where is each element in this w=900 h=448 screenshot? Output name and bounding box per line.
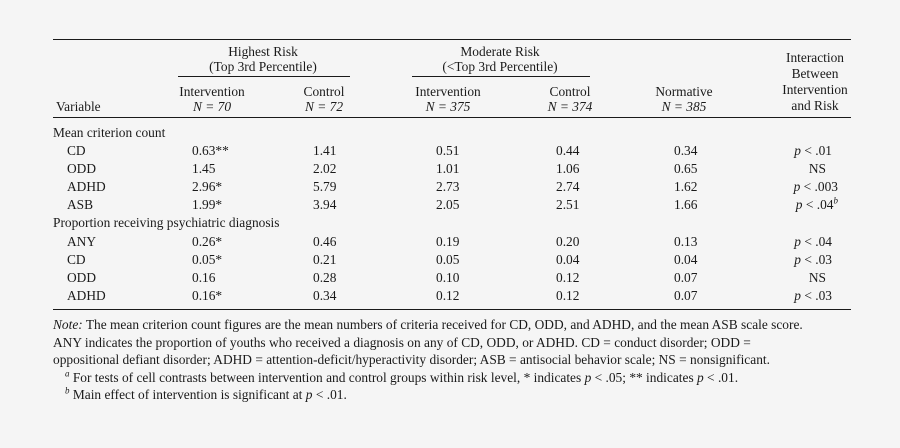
moderate-risk-rule bbox=[412, 76, 590, 77]
norm-value: 1.66 bbox=[674, 197, 698, 212]
hr-ctl-value: 2.02 bbox=[313, 161, 337, 176]
top-rule bbox=[53, 39, 851, 40]
bottom-rule bbox=[53, 309, 851, 310]
p-value: p < .03 bbox=[794, 252, 832, 267]
mr-ctl-value: 1.06 bbox=[556, 161, 580, 176]
mr-int-value: 2.05 bbox=[436, 197, 460, 212]
row-label: CD bbox=[67, 143, 86, 158]
mr-int-value: 0.19 bbox=[436, 234, 460, 249]
hr-int-value: 1.99* bbox=[192, 197, 223, 212]
row-label: CD bbox=[67, 252, 86, 267]
footnote-a: $^a$ For tests of cell contrasts between intervention and control groups within risk level, * indicates p < .05; ** indicates p < .01. bbox=[65, 368, 739, 385]
p-value: NS bbox=[808, 161, 826, 176]
hr-control-n: N = 72 bbox=[304, 99, 344, 114]
row-label: ADHD bbox=[67, 179, 106, 194]
moderate-risk-subtitle: (<Top 3rd Percentile) bbox=[442, 59, 558, 74]
hr-int-value: 0.26* bbox=[192, 234, 223, 249]
mr-control-n: N = 374 bbox=[547, 99, 593, 114]
highest-risk-rule bbox=[178, 76, 350, 77]
hr-ctl-value: 0.46 bbox=[313, 234, 337, 249]
normative-n: N = 385 bbox=[661, 99, 707, 114]
row-label: ASB bbox=[67, 197, 94, 212]
hr-ctl-value: 5.79 bbox=[313, 179, 337, 194]
row-label: ANY bbox=[67, 234, 97, 249]
mr-ctl-value: 0.20 bbox=[556, 234, 580, 249]
mr-ctl-value: 0.12 bbox=[556, 288, 580, 303]
hr-int-value: 1.45 bbox=[192, 161, 216, 176]
mr-ctl-value: 0.04 bbox=[556, 252, 580, 267]
highest-risk-subtitle: (Top 3rd Percentile) bbox=[209, 59, 317, 74]
mr-int-value: 0.10 bbox=[436, 270, 460, 285]
hr-intervention-header: Intervention bbox=[179, 84, 245, 99]
note-line-2: ANY indicates the proportion of youths who received a diagnosis on any of CD, ODD, or ADHD. CD = conduct disorder; ODD = bbox=[53, 334, 751, 350]
mr-int-value: 0.51 bbox=[436, 143, 460, 158]
mr-ctl-value: 2.74 bbox=[556, 179, 580, 194]
p-value: NS bbox=[808, 270, 826, 285]
hr-int-value: 0.16* bbox=[192, 288, 223, 303]
note-line-1: Note: The mean criterion count figures are the mean numbers of criteria received for CD, ODD, and ADHD, and the mean ASB scale score. bbox=[53, 317, 803, 332]
p-value: p < .04 bbox=[794, 234, 832, 249]
interaction-header-4: and Risk bbox=[791, 98, 839, 113]
mr-ctl-value: 0.44 bbox=[556, 143, 580, 158]
row-label: ODD bbox=[67, 161, 97, 176]
hr-ctl-value: 0.21 bbox=[313, 252, 337, 267]
norm-value: 0.07 bbox=[674, 288, 698, 303]
p-value: p < .03 bbox=[794, 288, 832, 303]
hr-int-value: 0.16 bbox=[192, 270, 216, 285]
normative-header: Normative bbox=[655, 84, 713, 99]
mr-control-header: Control bbox=[549, 84, 591, 99]
mr-ctl-value: 0.12 bbox=[556, 270, 580, 285]
section-title: Proportion receiving psychiatric diagnosis bbox=[53, 215, 280, 230]
norm-value: 0.34 bbox=[674, 143, 698, 158]
interaction-header-3: Intervention bbox=[782, 82, 848, 97]
interaction-header-1: Interaction bbox=[786, 50, 844, 65]
mr-ctl-value: 2.51 bbox=[556, 197, 580, 212]
moderate-risk-title: Moderate Risk bbox=[460, 44, 540, 59]
table-notes bbox=[53, 316, 853, 404]
hr-int-value: 0.63** bbox=[192, 143, 229, 158]
row-label: ODD bbox=[67, 270, 97, 285]
hr-int-value: 0.05* bbox=[192, 252, 223, 267]
hr-ctl-value: 0.28 bbox=[313, 270, 337, 285]
mr-int-value: 1.01 bbox=[436, 161, 460, 176]
norm-value: 0.65 bbox=[674, 161, 698, 176]
mr-intervention-header: Intervention bbox=[415, 84, 481, 99]
hr-ctl-value: 0.34 bbox=[313, 288, 337, 303]
mr-int-value: 2.73 bbox=[436, 179, 460, 194]
p-value: p < .003 bbox=[793, 179, 838, 194]
norm-value: 0.13 bbox=[674, 234, 698, 249]
hr-ctl-value: 3.94 bbox=[313, 197, 337, 212]
hr-control-header: Control bbox=[303, 84, 345, 99]
mr-int-value: 0.05 bbox=[436, 252, 460, 267]
row-label: ADHD bbox=[67, 288, 106, 303]
mr-int-value: 0.12 bbox=[436, 288, 460, 303]
norm-value: 1.62 bbox=[674, 179, 698, 194]
variable-header: Variable bbox=[56, 99, 101, 114]
footnote-b: $^b$ Main effect of intervention is significant at p < .01. bbox=[65, 385, 347, 402]
header-rule bbox=[53, 117, 851, 118]
norm-value: 0.04 bbox=[674, 252, 698, 267]
section-title: Mean criterion count bbox=[53, 125, 166, 140]
p-value: p < .04$^b$ bbox=[795, 195, 838, 212]
hr-int-value: 2.96* bbox=[192, 179, 223, 194]
interaction-header-2: Between bbox=[791, 66, 839, 81]
hr-intervention-n: N = 70 bbox=[192, 99, 232, 114]
mr-intervention-n: N = 375 bbox=[425, 99, 471, 114]
hr-ctl-value: 1.41 bbox=[313, 143, 337, 158]
note-line-3: oppositional defiant disorder; ADHD = attention-deficit/hyperactivity disorder; ASB = antisocial behavior scale; NS = nonsignificant. bbox=[53, 352, 770, 367]
p-value: p < .01 bbox=[794, 143, 832, 158]
highest-risk-title: Highest Risk bbox=[228, 44, 298, 59]
norm-value: 0.07 bbox=[674, 270, 698, 285]
